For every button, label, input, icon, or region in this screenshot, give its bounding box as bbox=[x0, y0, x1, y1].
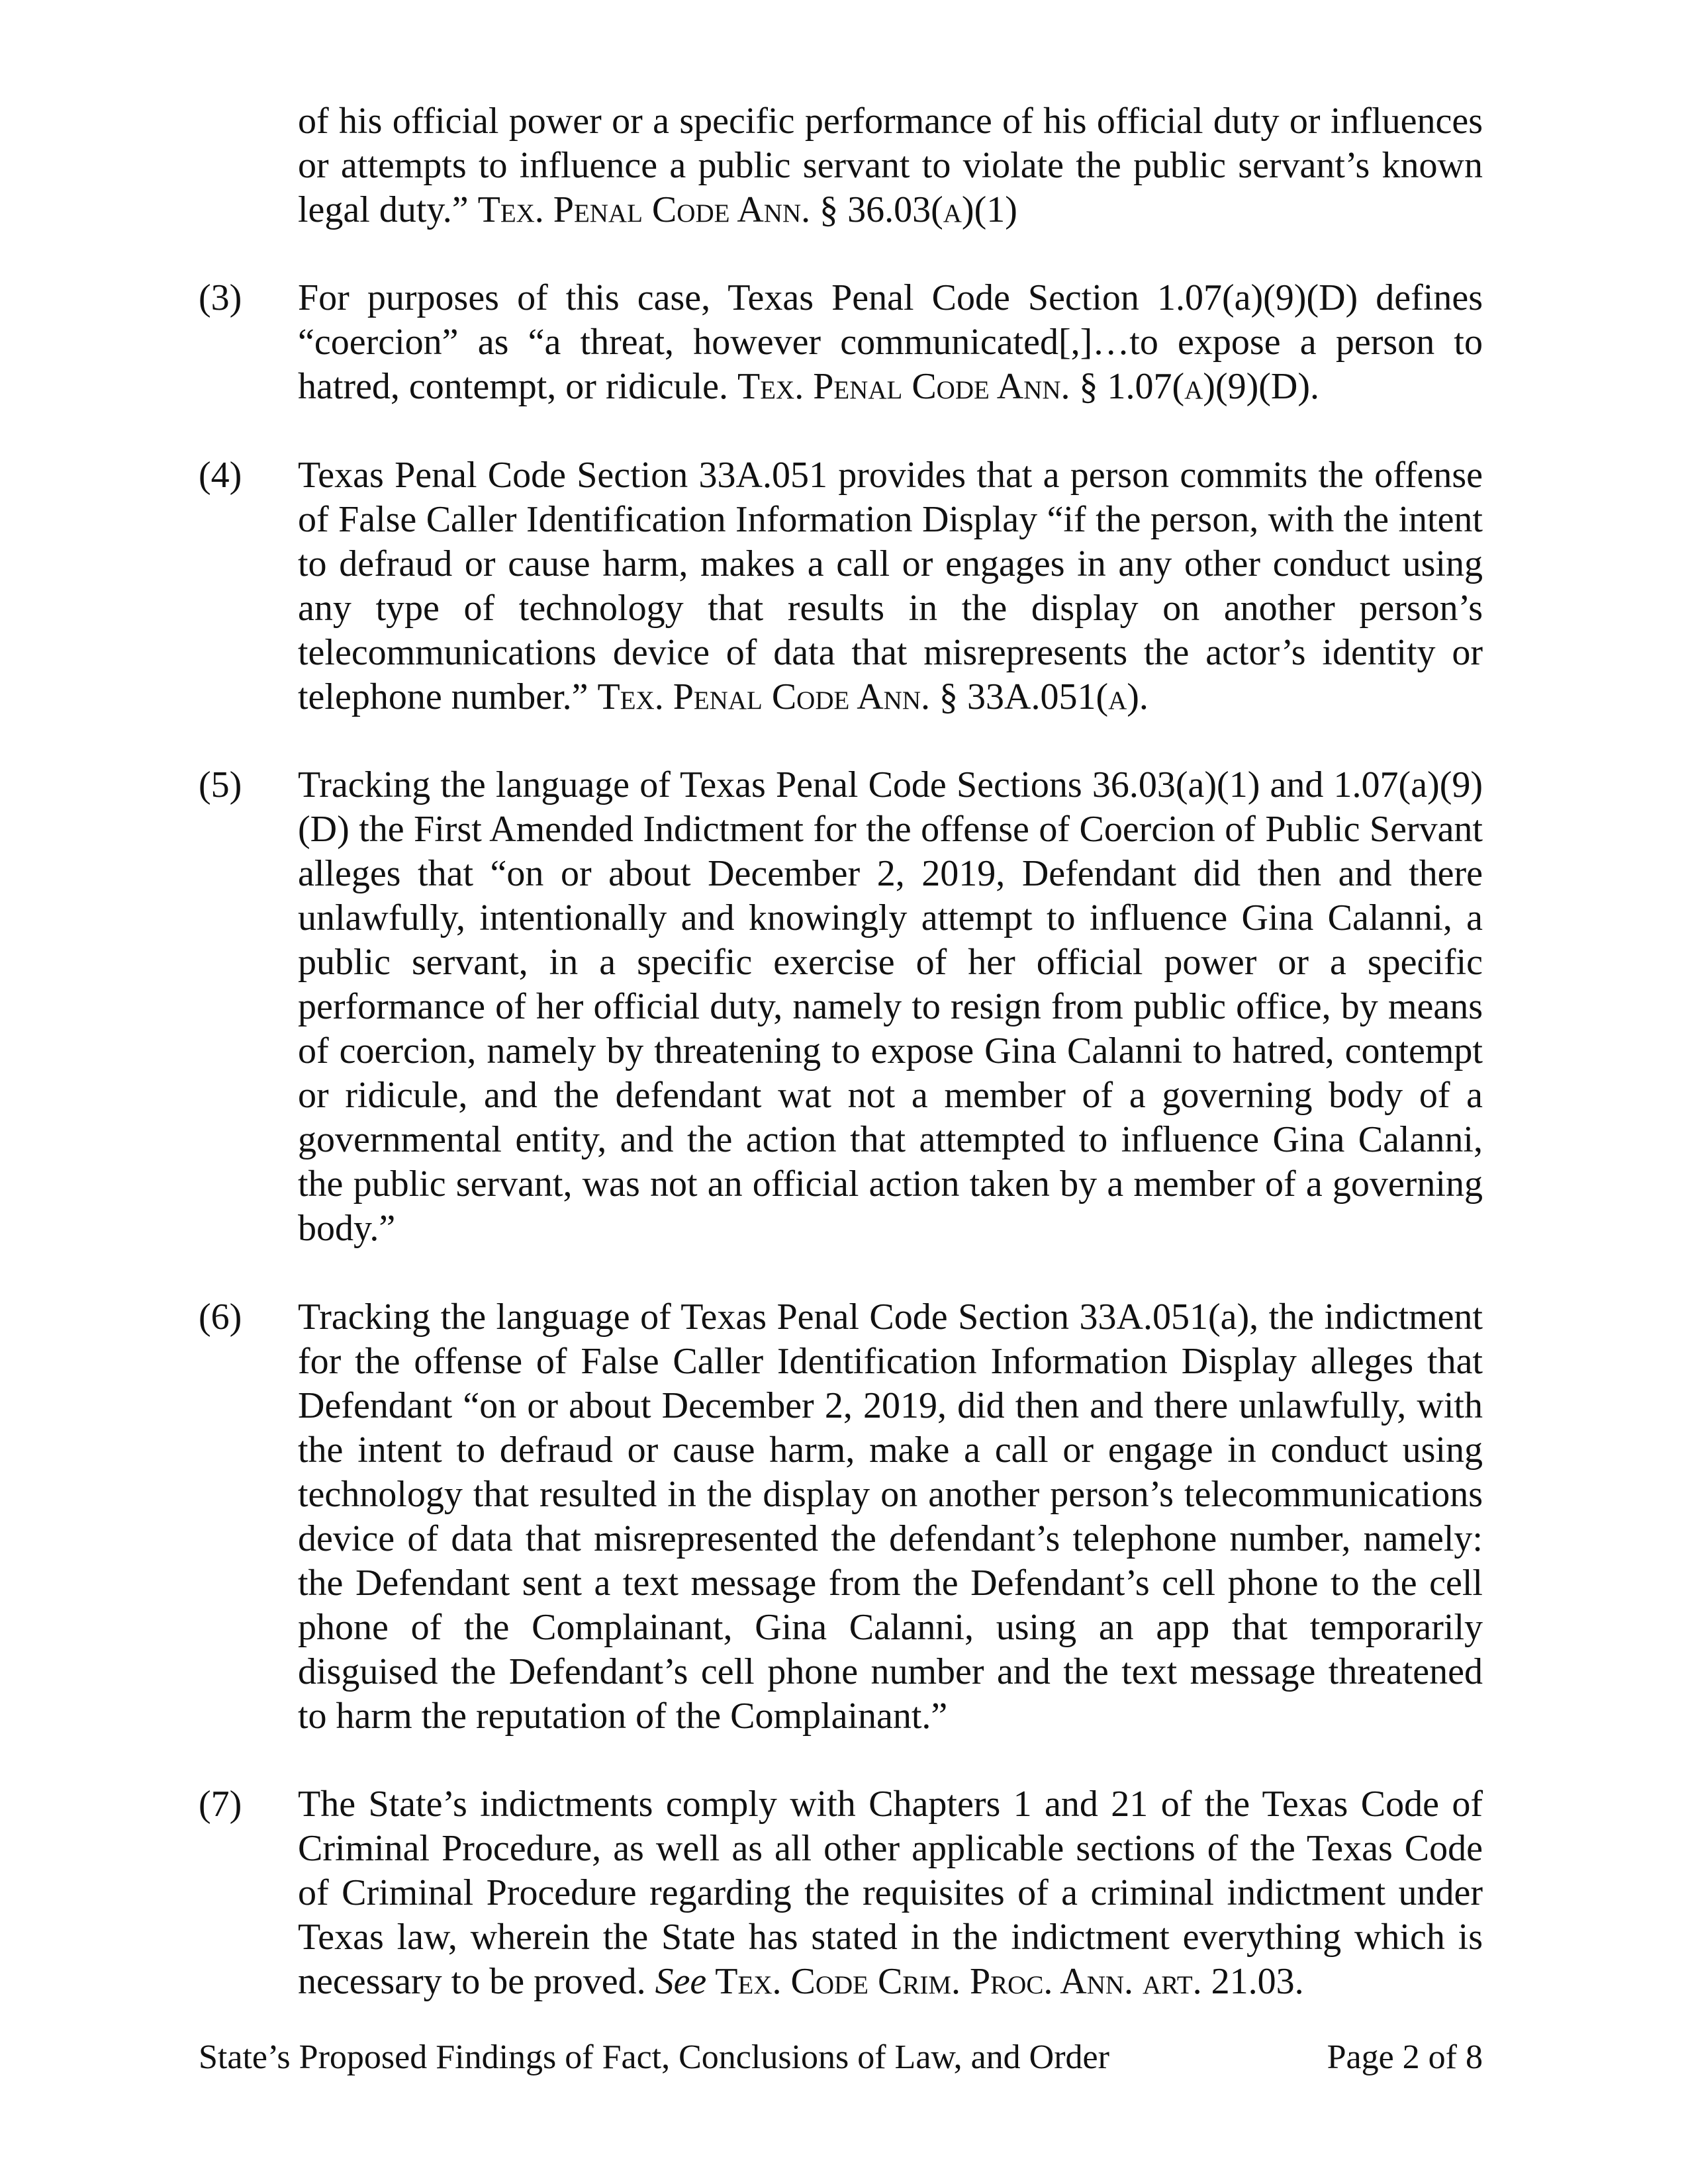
see-signal: See bbox=[655, 1961, 707, 2002]
paragraph-continuation bbox=[298, 99, 1483, 232]
paragraph-3 bbox=[298, 276, 1483, 409]
statute-citation: Tex. Code Crim. Proc. Ann. art. 21.03. bbox=[706, 1961, 1304, 2002]
paragraph-text: Texas Penal Code Section 33A.051 provides that a person commits the offense of False Caller Identification Information Display “if the person, with the intent to defraud or cause harm, makes a call or engages in any other conduct using any type of technology that results in the display on another person’s telecommunications device of data that misrepresents the actor’s identity or telephone number.” bbox=[298, 455, 1483, 717]
statute-citation: Tex. Penal Code Ann. § 33A.051(a). bbox=[597, 676, 1149, 717]
statute-citation: Tex. Penal Code Ann. § 1.07(a)(9)(D). bbox=[737, 366, 1319, 407]
paragraph-text: For purposes of this case, Texas Penal Code Section 1.07(a)(9)(D) defines “coercion” as “a threat, however communicated[,]…to expose a person to hatred, contempt, or ridicule. bbox=[298, 277, 1483, 407]
paragraph-number: (7) bbox=[199, 1784, 242, 1825]
paragraph-text: Tracking the language of Texas Penal Code Section 33A.051(a), the indictment for the offense of False Caller Identification Information Display alleges that Defendant “on or about December 2, 2019, did then and there unlawfully, with the intent to defraud or cause harm, make a call or engage in conduct using technology that resulted in the display on another person’s telecommunications device of data that misrepresented the defendant’s telephone number, namely: the Defendant sent a text message from the Defendant’s cell phone to the cell phone of the Complainant, Gina Calanni, using an app that temporarily disguised the Defendant’s cell phone number and the text message threatened to harm the reputation of the Complainant.” bbox=[298, 1297, 1483, 1737]
paragraph-text: Tracking the language of Texas Penal Code Sections 36.03(a)(1) and 1.07(a)(9)(D) the First Amended Indictment for the offense of Coercion of Public Servant alleges that “on or about December 2, 2019, Defendant did then and there unlawfully, intentionally and knowingly attempt to influence Gina Calanni, a public servant, in a specific exercise of her official power or a specific performance of her official duty, namely to resign from public office, by means of coercion, namely by threatening to expose Gina Calanni to hatred, contempt or ridicule, and the defendant wat not a member of a governing body of a governmental entity, and the action that attempted to influence Gina Calanni, the public servant, was not an official action taken by a member of a governing body.” bbox=[298, 764, 1483, 1249]
footer-page-number: Page 2 of 8 bbox=[1327, 2038, 1483, 2076]
paragraph-text: The State’s indictments comply with Chapters 1 and 21 of the Texas Code of Criminal Procedure, as well as all other applicable sections of the Texas Code of Criminal Procedure regarding the requisites of a criminal indictment under Texas law, wherein the State has stated in the indictment everything which is necessary to be proved. bbox=[298, 1784, 1483, 2002]
paragraph-number: (4) bbox=[199, 455, 242, 496]
statute-citation: Tex. Penal Code Ann. § 36.03(a)(1) bbox=[477, 189, 1017, 230]
paragraph-7 bbox=[298, 1782, 1483, 2004]
footer-title: State’s Proposed Findings of Fact, Conclusions of Law, and Order bbox=[199, 2038, 1109, 2076]
paragraph-4 bbox=[298, 453, 1483, 719]
paragraph-number: (6) bbox=[199, 1297, 242, 1338]
paragraph-5 bbox=[298, 763, 1483, 1251]
paragraph-text: of his official power or a specific performance of his official duty or influences or attempts to influence a public servant to violate the public servant’s known legal duty.” bbox=[298, 101, 1483, 230]
paragraph-number: (5) bbox=[199, 764, 242, 805]
paragraph-6 bbox=[298, 1295, 1483, 1739]
paragraph-number: (3) bbox=[199, 277, 242, 318]
